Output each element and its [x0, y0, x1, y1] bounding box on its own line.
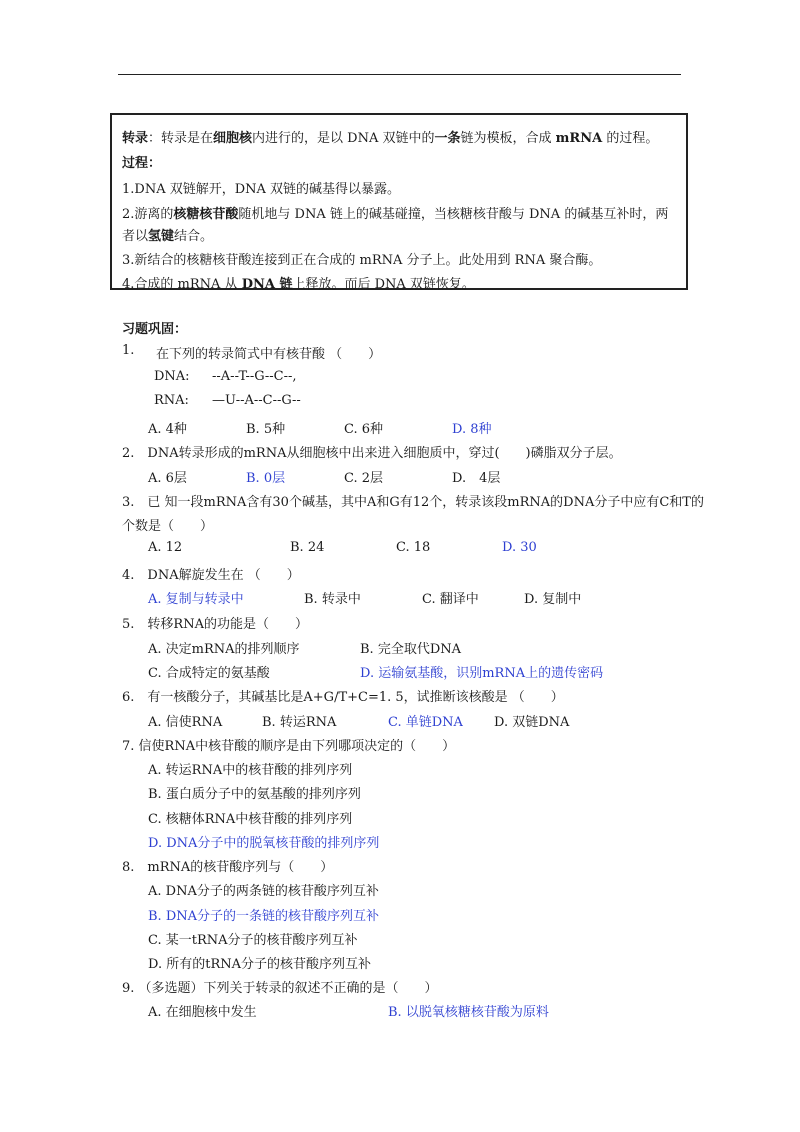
q8-option-d: D. 所有的tRNA分子的核苷酸序列互补	[148, 957, 371, 972]
q3-option-b: B. 24	[290, 540, 325, 555]
q4-text: 4. DNA解旋发生在 （ ）	[122, 568, 300, 583]
step-1: 1.DNA 双链解开，DNA 双链的碱基得以暴露。	[122, 182, 401, 197]
q5-option-c: C. 合成特定的氨基酸	[148, 666, 270, 681]
q5-text: 5. 转移RNA的功能是（ ）	[122, 617, 308, 632]
q9-option-b-answer: B. 以脱氧核糖核苷酸为原料	[388, 1005, 549, 1020]
q1-option-d-answer: D. 8种	[452, 422, 492, 437]
q3-option-a: A. 12	[148, 540, 183, 555]
q8-option-c: C. 某一tRNA分子的核苷酸序列互补	[148, 933, 358, 948]
q3-text-cont: 个数是（ ）	[122, 519, 214, 534]
q2-text: 2. DNA转录形成的mRNA从细胞核中出来进入细胞质中，穿过( )磷脂双分子层。	[122, 446, 622, 461]
step-2: 2.游离的核糖核苷酸随机地与 DNA 链上的碱基碰撞，当核糖核苷酸与 DNA 的碱基互补时，两	[122, 207, 669, 222]
q9-text: 9. （多选题）下列关于转录的叙述不正确的是（ ）	[122, 981, 438, 996]
q1-dna-label: DNA:	[154, 369, 190, 384]
q7-option-d-answer: D. DNA分子中的脱氧核苷酸的排列序列	[148, 836, 380, 851]
q7-option-c: C. 核糖体RNA中核苷酸的排列序列	[148, 812, 353, 827]
q1-text: 在下列的转录简式中有核苷酸 （ ）	[156, 347, 382, 362]
process-title: 过程：	[122, 156, 162, 171]
q1-option-a: A. 4种	[148, 422, 187, 437]
q4-option-b: B. 转录中	[304, 592, 361, 607]
q7-option-a: A. 转运RNA中的核苷酸的排列序列	[148, 763, 353, 778]
q1-option-c: C. 6种	[344, 422, 384, 437]
q4-option-d: D. 复制中	[524, 592, 582, 607]
q3-option-d-answer: D. 30	[502, 540, 537, 555]
q4-option-a-answer: A. 复制与转录中	[148, 592, 244, 607]
q5-option-a: A. 决定mRNA的排列顺序	[148, 642, 300, 657]
q2-option-c: C. 2层	[344, 471, 384, 486]
q6-text: 6. 有一核酸分子，其碱基比是A+G/T+C=1. 5，试推断该核酸是 （ ）	[122, 690, 564, 705]
q2-option-a: A. 6层	[148, 471, 187, 486]
q7-option-b: B. 蛋白质分子中的氨基酸的排列序列	[148, 787, 361, 802]
q9-option-a: A. 在细胞核中发生	[148, 1005, 257, 1020]
transcription-definition: 转录：转录是在细胞核内进行的，是以 DNA 双链中的一条链为模板，合成 mRNA 的过程。	[122, 131, 659, 146]
q8-option-b-answer: B. DNA分子的一条链的核苷酸序列互补	[148, 909, 380, 924]
q6-option-a: A. 信使RNA	[148, 715, 223, 730]
q1-rna-seq: —U--A--C--G--	[212, 393, 301, 408]
q2-option-b-answer: B. 0层	[246, 471, 286, 486]
q1-rna-label: RNA:	[154, 393, 189, 408]
q6-option-c-answer: C. 单链DNA	[388, 715, 463, 730]
step-4: 4.合成的 mRNA 从 DNA 链上释放。而后 DNA 双链恢复。	[122, 277, 475, 292]
exercises-title: 习题巩固：	[122, 322, 188, 337]
header-rule	[118, 74, 681, 75]
q1-number: 1.	[122, 343, 135, 358]
step-3: 3.新结合的核糖核苷酸连接到正在合成的 mRNA 分子上。此处用到 RNA 聚合酶。	[122, 253, 602, 268]
summary-box	[110, 113, 688, 290]
q7-text: 7. 信使RNA中核苷酸的顺序是由下列哪项决定的（ ）	[122, 739, 456, 754]
q6-option-d: D. 双链DNA	[494, 715, 570, 730]
q6-option-b: B. 转运RNA	[262, 715, 337, 730]
q8-option-a: A. DNA分子的两条链的核苷酸序列互补	[148, 884, 379, 899]
q1-option-b: B. 5种	[246, 422, 286, 437]
q1-dna-seq: --A--T--G--C--,	[212, 369, 297, 384]
q3-option-c: C. 18	[396, 540, 431, 555]
q5-option-d-answer: D. 运输氨基酸，识别mRNA上的遗传密码	[360, 666, 604, 681]
q4-option-c: C. 翻译中	[422, 592, 479, 607]
q2-option-d: D. 4层	[452, 471, 501, 486]
q3-text: 3. 已 知一段mRNA含有30个碱基，其中A和G有12个，转录该段mRNA的DNA分子中应有C和T的	[122, 495, 704, 510]
q5-option-b: B. 完全取代DNA	[360, 642, 462, 657]
q8-text: 8. mRNA的核苷酸序列与（ ）	[122, 860, 334, 875]
step-2-cont: 者以氢键结合。	[122, 229, 214, 244]
